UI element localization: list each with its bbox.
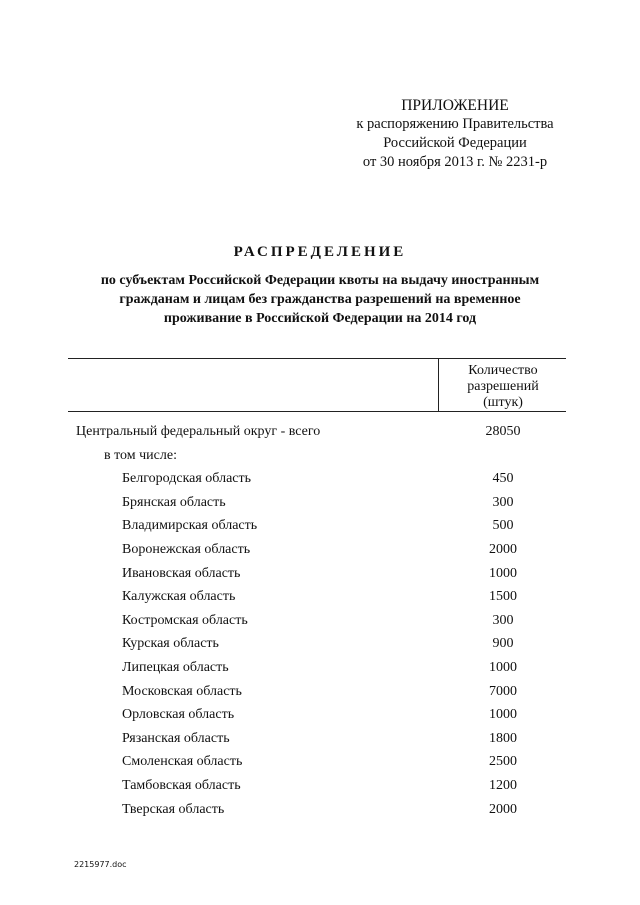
table-row xyxy=(0,802,640,826)
region-name: Орловская область xyxy=(122,707,235,723)
table-row xyxy=(0,566,640,590)
region-name: Липецкая область xyxy=(122,659,229,675)
region-name: Владимирская область xyxy=(122,518,258,534)
document-title: РАСПРЕДЕЛЕНИЕ xyxy=(233,244,407,260)
permit-count: 2000 xyxy=(489,541,517,557)
permit-count: 1500 xyxy=(489,589,517,605)
table-row xyxy=(0,731,640,755)
region-name: Тамбовская область xyxy=(122,777,241,793)
subtitle-line-2: гражданам и лицам без гражданства разрешений на временное xyxy=(119,292,521,307)
column-header xyxy=(440,363,566,411)
file-reference: 2215977.doc xyxy=(74,860,127,869)
table-row xyxy=(0,448,640,472)
region-name: Брянская область xyxy=(122,494,226,510)
appendix-line-2: Российской Федерации xyxy=(383,135,527,151)
subtitle-line-3: проживание в Российской Федерации на 2014 год xyxy=(163,311,477,326)
permit-count: 450 xyxy=(492,471,514,487)
appendix-block xyxy=(330,96,580,172)
region-name: Курская область xyxy=(122,636,219,652)
table-row xyxy=(0,778,640,802)
permit-count: 1800 xyxy=(489,730,517,746)
permit-count: 900 xyxy=(492,636,514,652)
region-name: в том числе: xyxy=(104,447,177,463)
permit-count: 300 xyxy=(492,494,514,510)
table-row xyxy=(0,684,640,708)
table-row xyxy=(0,707,640,731)
permit-count: 300 xyxy=(492,612,514,628)
table-column-separator xyxy=(438,358,439,411)
region-name: Центральный федеральный округ - всего xyxy=(76,424,321,439)
table-row xyxy=(0,660,640,684)
table-row xyxy=(0,636,640,660)
column-header-line-2: разрешений xyxy=(467,379,539,394)
table-row xyxy=(0,613,640,637)
document-subtitle xyxy=(60,271,580,328)
table-header-bottom-rule xyxy=(68,411,566,412)
appendix-heading: ПРИЛОЖЕНИЕ xyxy=(401,97,509,114)
permit-count: 500 xyxy=(492,518,514,534)
region-name: Костромская область xyxy=(122,612,248,628)
table-row xyxy=(0,495,640,519)
permit-count: 2500 xyxy=(489,754,517,770)
table-row xyxy=(0,471,640,495)
permit-count: 1000 xyxy=(489,707,517,723)
table-row xyxy=(0,589,640,613)
table-row xyxy=(0,542,640,566)
permit-count: 1200 xyxy=(489,777,517,793)
region-name: Калужская область xyxy=(122,589,236,605)
permit-count: 1000 xyxy=(489,565,517,581)
appendix-line-1: к распоряжению Правительства xyxy=(356,116,554,132)
region-name: Смоленская область xyxy=(122,754,243,770)
table-body xyxy=(0,424,640,825)
region-name: Белгородская область xyxy=(122,471,252,487)
region-name: Ивановская область xyxy=(122,565,241,581)
subtitle-line-1: по субъектам Российской Федерации квоты на выдачу иностранным xyxy=(100,273,540,288)
permit-count: 28050 xyxy=(485,424,521,439)
table-row xyxy=(0,518,640,542)
permit-count: 2000 xyxy=(489,801,517,817)
region-name: Московская область xyxy=(122,683,242,699)
column-header-line-1: Количество xyxy=(468,363,538,378)
permit-count: 1000 xyxy=(489,659,517,675)
table-row xyxy=(0,754,640,778)
table-row xyxy=(0,424,640,448)
appendix-line-3: от 30 ноября 2013 г. № 2231-р xyxy=(362,154,548,170)
region-name: Тверская область xyxy=(122,801,225,817)
column-header-line-3: (штук) xyxy=(483,395,523,410)
region-name: Воронежская область xyxy=(122,541,251,557)
table-top-rule xyxy=(68,358,566,359)
region-name: Рязанская область xyxy=(122,730,230,746)
permit-count: 7000 xyxy=(489,683,517,699)
